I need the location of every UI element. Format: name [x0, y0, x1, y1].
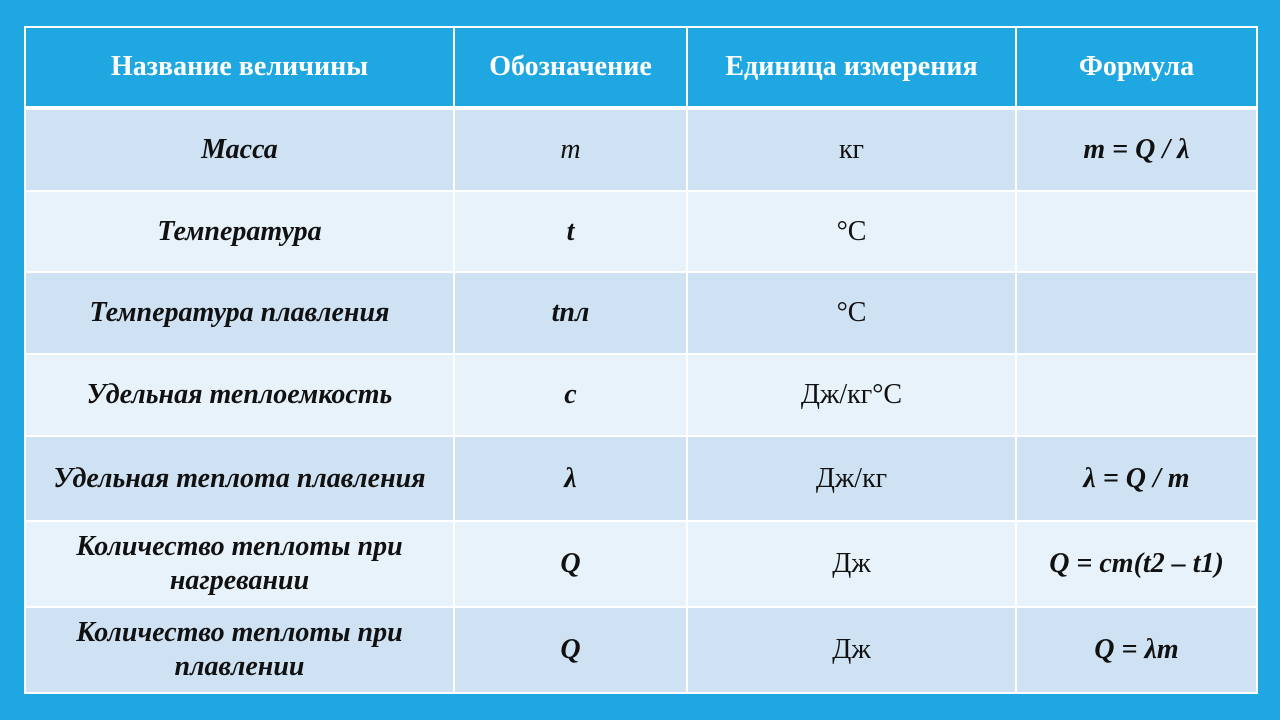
quantity-name: Количество теплоты при нагревании [25, 521, 454, 607]
table-row [25, 436, 1257, 522]
quantity-unit: Дж/кг°С [687, 354, 1016, 436]
quantity-formula: Q = cm(t2 – t1) [1016, 521, 1257, 607]
quantity-symbol: Q [454, 607, 687, 693]
quantity-unit: Дж [687, 521, 1016, 607]
table-row [25, 607, 1257, 693]
quantity-symbol: λ [454, 436, 687, 522]
quantity-name: Удельная теплоемкость [25, 354, 454, 436]
quantity-formula [1016, 272, 1257, 354]
table-header-row [25, 27, 1257, 108]
quantity-unit: Дж [687, 607, 1016, 693]
quantity-name: Количество теплоты при плавлении [25, 607, 454, 693]
quantity-symbol: t [454, 191, 687, 273]
quantity-name: Температура [25, 191, 454, 273]
table-row [25, 272, 1257, 354]
quantity-unit: Дж/кг [687, 436, 1016, 522]
table-row [25, 191, 1257, 273]
header-quantity-name: Название величины [25, 27, 454, 108]
physics-quantities-table [24, 26, 1258, 694]
quantity-formula: Q = λm [1016, 607, 1257, 693]
quantity-name: Температура плавления [25, 272, 454, 354]
quantity-formula: m = Q / λ [1016, 108, 1257, 191]
table-row [25, 521, 1257, 607]
quantity-formula [1016, 354, 1257, 436]
table-row [25, 354, 1257, 436]
quantity-name: Удельная теплота плавления [25, 436, 454, 522]
header-unit: Единица измерения [687, 27, 1016, 108]
quantity-symbol: m [454, 108, 687, 191]
header-symbol: Обозначение [454, 27, 687, 108]
quantity-unit: °С [687, 272, 1016, 354]
quantity-formula [1016, 191, 1257, 273]
quantity-symbol: c [454, 354, 687, 436]
quantity-symbol: Q [454, 521, 687, 607]
quantity-unit: кг [687, 108, 1016, 191]
quantity-unit: °С [687, 191, 1016, 273]
table-row [25, 108, 1257, 191]
quantity-symbol: tпл [454, 272, 687, 354]
header-formula: Формула [1016, 27, 1257, 108]
quantity-name: Масса [25, 108, 454, 191]
quantity-formula: λ = Q / m [1016, 436, 1257, 522]
table-frame [24, 26, 1256, 694]
